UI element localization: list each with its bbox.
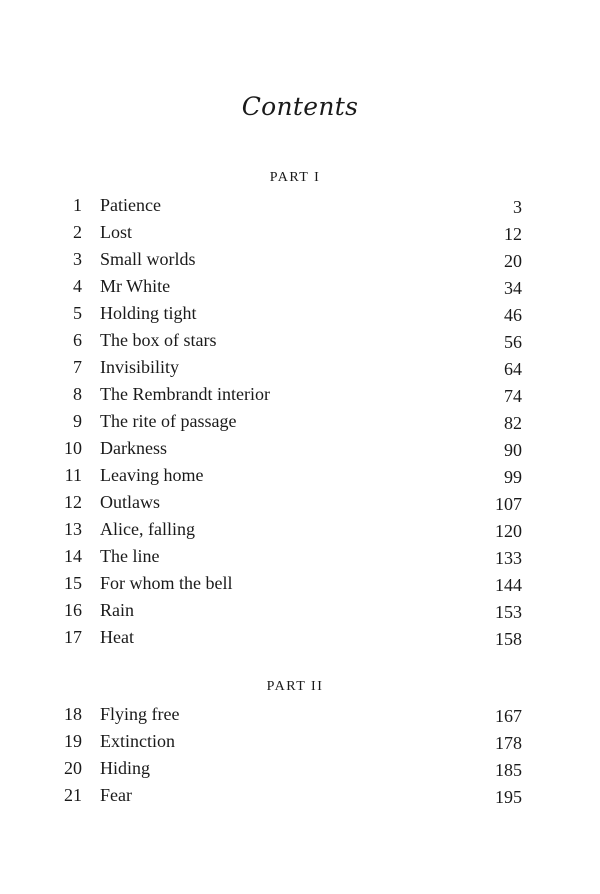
- chapter-title: The rite of passage: [100, 411, 237, 431]
- toc-entry[interactable]: [0, 543, 600, 570]
- toc-entry[interactable]: [0, 701, 600, 728]
- page-number: 12: [504, 224, 522, 244]
- toc-entry[interactable]: [0, 327, 600, 354]
- chapter-number: 3: [73, 249, 82, 269]
- chapter-number: 14: [64, 546, 82, 566]
- toc-entry[interactable]: [0, 624, 600, 651]
- chapter-title: Alice, falling: [100, 519, 195, 539]
- chapter-number: 9: [73, 411, 82, 431]
- toc-entry[interactable]: [0, 381, 600, 408]
- chapter-title: The Rembrandt interior: [100, 384, 270, 404]
- chapter-title: Lost: [100, 222, 133, 242]
- chapter-title: Extinction: [100, 731, 175, 751]
- chapter-title: Holding tight: [100, 303, 197, 323]
- chapter-title: For whom the bell: [100, 573, 233, 593]
- page-number: 133: [495, 548, 522, 568]
- page-number: 107: [495, 494, 522, 514]
- chapter-title: Leaving home: [100, 465, 204, 485]
- chapter-number: 16: [64, 600, 82, 620]
- chapter-title: Mr White: [100, 276, 171, 296]
- toc-entry[interactable]: [0, 462, 600, 489]
- page-number: 153: [495, 602, 522, 622]
- page-number: 46: [504, 305, 522, 325]
- toc-entry[interactable]: [0, 489, 600, 516]
- page-number: 34: [504, 278, 522, 298]
- chapter-title: Fear: [100, 785, 132, 805]
- toc-entry[interactable]: [0, 408, 600, 435]
- chapter-title: Flying free: [100, 704, 180, 724]
- toc-entry[interactable]: [0, 192, 600, 219]
- chapter-number: 21: [64, 785, 82, 805]
- part-heading: PART I: [269, 170, 321, 185]
- chapter-number: 18: [64, 704, 82, 724]
- part-heading: PART II: [266, 679, 324, 694]
- page-number: 64: [504, 359, 522, 379]
- toc-entry[interactable]: [0, 755, 600, 782]
- page-number: 144: [495, 575, 522, 595]
- toc-entry[interactable]: [0, 435, 600, 462]
- toc-entry[interactable]: [0, 782, 600, 809]
- chapter-title: Invisibility: [100, 357, 180, 377]
- chapter-title: Outlaws: [100, 492, 160, 512]
- page-number: 3: [513, 197, 522, 217]
- toc-entry[interactable]: [0, 597, 600, 624]
- chapter-title: The line: [100, 546, 160, 566]
- chapter-number: 6: [73, 330, 82, 350]
- page-number: 178: [495, 733, 522, 753]
- page-number: 82: [504, 413, 522, 433]
- toc-entry[interactable]: [0, 219, 600, 246]
- page-number: 158: [495, 629, 522, 649]
- toc-entry[interactable]: [0, 273, 600, 300]
- toc-entry[interactable]: [0, 246, 600, 273]
- page-number: 90: [504, 440, 522, 460]
- toc-list-part-1: [0, 192, 600, 651]
- chapter-title: Patience: [100, 195, 161, 215]
- page-number: 20: [504, 251, 522, 271]
- chapter-number: 17: [64, 627, 82, 647]
- chapter-number: 7: [73, 357, 82, 377]
- toc-entry[interactable]: [0, 354, 600, 381]
- chapter-number: 20: [64, 758, 82, 778]
- chapter-number: 11: [64, 465, 82, 485]
- chapter-number: 13: [64, 519, 82, 539]
- chapter-number: 5: [73, 303, 82, 323]
- page-number: 195: [495, 787, 522, 807]
- chapter-title: The box of stars: [100, 330, 217, 350]
- chapter-number: 2: [73, 222, 82, 242]
- toc-entry[interactable]: [0, 570, 600, 597]
- chapter-number: 12: [64, 492, 82, 512]
- chapter-title: Rain: [100, 600, 134, 620]
- toc-list-part-2: [0, 701, 600, 809]
- chapter-number: 15: [64, 573, 82, 593]
- toc-entry[interactable]: [0, 728, 600, 755]
- chapter-number: 8: [73, 384, 82, 404]
- chapter-title: Hiding: [100, 758, 151, 778]
- chapter-title: Darkness: [100, 438, 167, 458]
- toc-entry[interactable]: [0, 300, 600, 327]
- page-number: 167: [495, 706, 522, 726]
- chapter-number: 1: [73, 195, 82, 215]
- chapter-title: Heat: [100, 627, 134, 647]
- page-title: Contents: [241, 92, 359, 121]
- page-number: 99: [504, 467, 522, 487]
- page-number: 120: [495, 521, 522, 541]
- page-number: 185: [495, 760, 522, 780]
- chapter-title: Small worlds: [100, 249, 196, 269]
- chapter-number: 19: [64, 731, 82, 751]
- page-number: 56: [504, 332, 522, 352]
- chapter-number: 4: [73, 276, 82, 296]
- chapter-number: 10: [64, 438, 82, 458]
- toc-entry[interactable]: [0, 516, 600, 543]
- page-number: 74: [504, 386, 522, 406]
